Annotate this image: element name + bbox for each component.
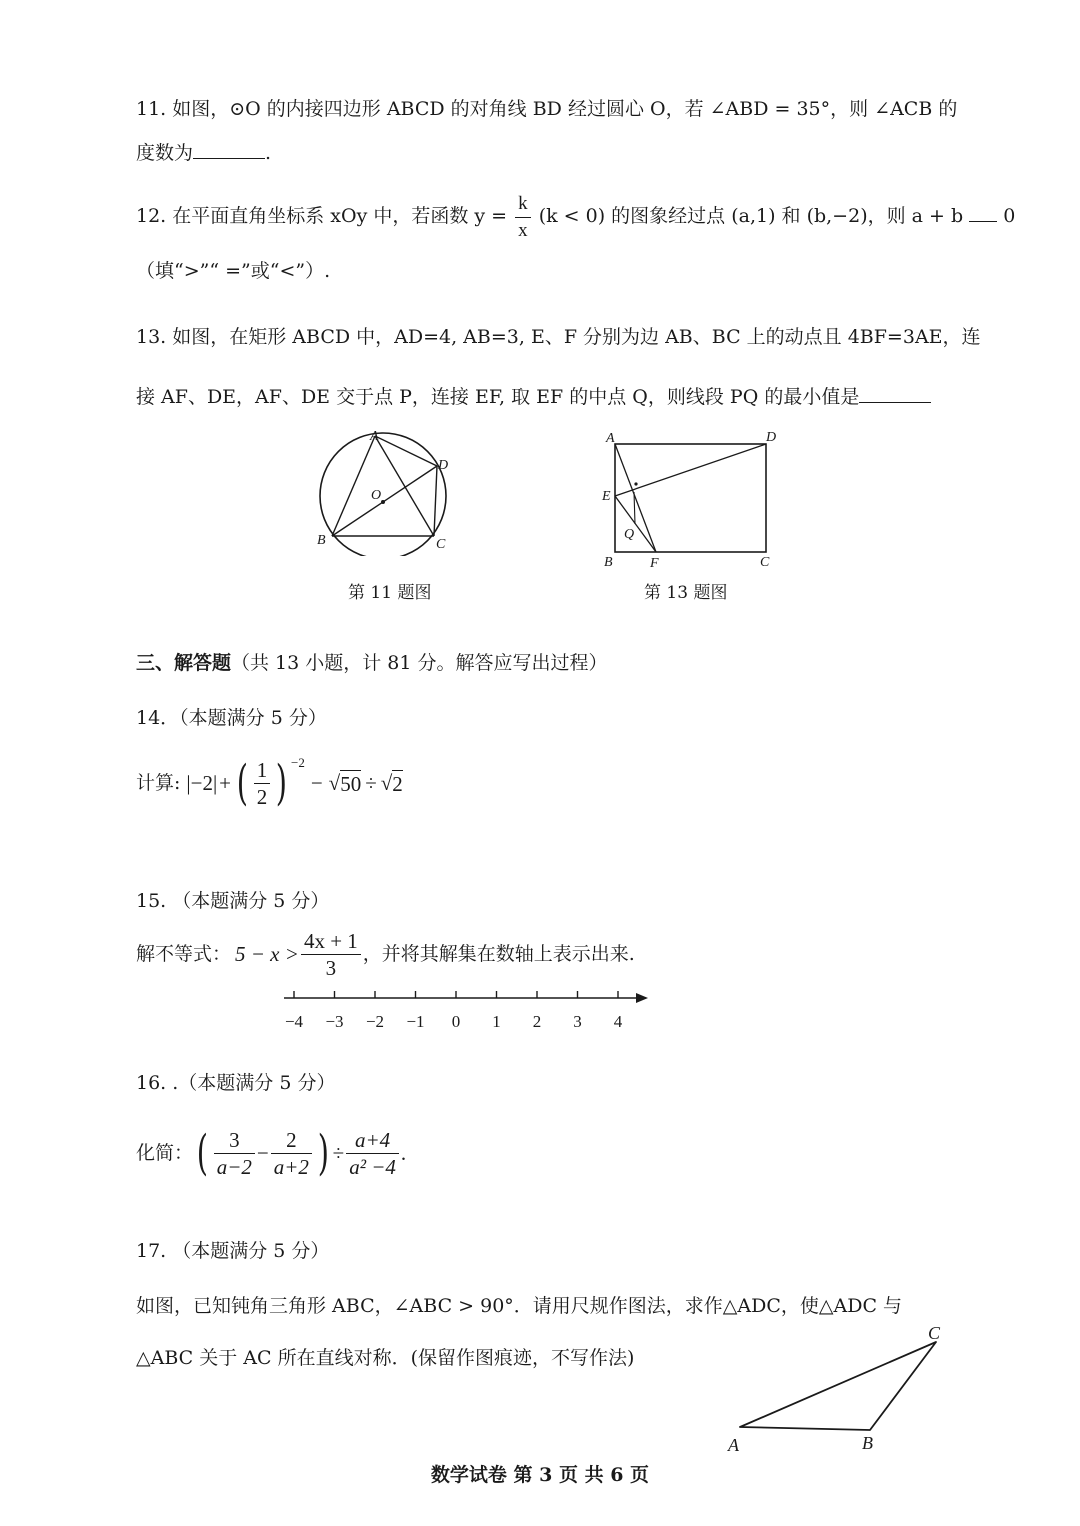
q14-label: 计算: <box>136 772 181 794</box>
q12-prefix: 12. 在平面直角坐标系 xOy 中，若函数 y = <box>136 205 508 227</box>
fig13-label-a: A <box>606 431 615 446</box>
number-line <box>270 985 660 1033</box>
q12-tail: 0 <box>1003 205 1016 227</box>
q17-line1: 如图，已知钝角三角形 ABC，∠ABC > 90°．请用尺规作图法，求作△ADC，使△ADC 与 <box>136 1295 903 1317</box>
center-o-dot <box>381 500 385 504</box>
q14-sqrt-symbol-2: √ <box>380 771 393 795</box>
q13-line2-text: 接 AF、DE，AF、DE 交于点 P，连接 EF, 取 EF 的中点 Q，则线段 PQ 的最小值是 <box>136 386 860 408</box>
q11-answer-blank[interactable] <box>193 140 265 159</box>
section3-note: （共 13 小题，计 81 分。解答应写出过程） <box>231 652 608 674</box>
fig13-caption: 第 13 题图 <box>644 583 728 603</box>
segment-de <box>615 444 766 496</box>
number-line-tick-label: 2 <box>532 1012 542 1031</box>
q16-fraction-2 <box>271 1127 312 1180</box>
q17-line2: △ABC 关于 AC 所在直线对称．(保留作图痕迹，不写作法) <box>136 1347 635 1369</box>
q12-line1 <box>136 190 1015 244</box>
q16-end: . <box>400 1141 407 1165</box>
q16-f3-num: a+4 <box>346 1127 399 1154</box>
q14-plus: + <box>219 771 232 795</box>
number-line-tick-label: −4 <box>284 1012 304 1031</box>
q14-sqrt-50: 50 <box>340 771 362 796</box>
q16-f1-den: a−2 <box>216 1154 252 1179</box>
fig13-label-b: B <box>604 555 613 570</box>
q14-frac-den: 2 <box>256 784 268 809</box>
page-footer: 数学试卷 第 3 页 共 6 页 <box>430 1464 650 1486</box>
q15-frac-den: 3 <box>325 955 337 980</box>
q16-div: ÷ <box>332 1141 345 1165</box>
number-line-tick-label: 3 <box>573 1012 582 1031</box>
fig13-label-e: E <box>602 489 611 504</box>
fig11-label-c: C <box>436 537 446 552</box>
q12-frac-num: k <box>515 191 531 218</box>
fig11-label-a: A <box>370 429 379 444</box>
q16-rparen: ) <box>317 1125 329 1181</box>
q16-lparen: ( <box>196 1125 209 1181</box>
number-line-tick-label: −2 <box>365 1012 385 1031</box>
q16-f1-num: 3 <box>214 1127 255 1154</box>
q14-fraction <box>254 757 271 810</box>
q16-minus: − <box>256 1141 269 1165</box>
number-line-tick-label: 4 <box>613 1012 623 1031</box>
fig13-label-f: F <box>650 556 659 571</box>
q14-sqrt-2: 2 <box>392 771 403 796</box>
segment-ef <box>615 496 656 552</box>
q15-header: 15. （本题满分 5 分） <box>136 890 330 912</box>
rectangle-abcd <box>615 444 766 552</box>
triangle-abc <box>740 1342 936 1430</box>
point-p <box>634 482 637 485</box>
q13-line2 <box>136 384 931 410</box>
q11-line1: 11. 如图，⊙O 的内接四边形 ABCD 的对角线 BD 经过圆心 O，若 ∠ABD = 35°，则 ∠ACB 的 <box>136 98 958 120</box>
fig13-label-c: C <box>760 555 770 570</box>
q12-fraction <box>515 191 531 244</box>
q17-label-a: A <box>728 1435 739 1455</box>
figure-13 <box>598 426 788 574</box>
q15-suffix: ，并将其解集在数轴上表示出来. <box>362 943 635 965</box>
q16-f2-num: 2 <box>271 1127 312 1154</box>
segment-cd <box>434 466 437 536</box>
q16-fraction-3 <box>346 1127 399 1180</box>
q14-frac-num: 1 <box>254 757 271 784</box>
q15-label: 解不等式： <box>136 943 232 965</box>
q14-expression <box>136 748 403 818</box>
q17-header: 17. （本题满分 5 分） <box>136 1240 330 1262</box>
fig13-label-d: D <box>766 430 777 445</box>
q17-label-b: B <box>862 1433 873 1453</box>
fig11-label-b: B <box>317 533 326 548</box>
figure-17-triangle <box>720 1320 960 1460</box>
q13-answer-blank[interactable] <box>859 384 931 403</box>
fig11-label-d: D <box>438 458 449 473</box>
number-line-arrow <box>636 993 648 1003</box>
segment-af <box>615 444 656 552</box>
q12-answer-blank[interactable] <box>969 203 997 222</box>
number-line-tick-label: 1 <box>492 1012 501 1031</box>
q13-line1: 13. 如图，在矩形 ABCD 中，AD=4, AB=3, E、F 分别为边 AB、BC 上的动点且 4BF=3AE，连 <box>136 326 981 348</box>
q16-label: 化简： <box>136 1142 194 1164</box>
q14-sqrt-symbol-1: √ <box>328 771 341 795</box>
q12-line2: （填“>”“ =”或“<”）. <box>136 260 331 282</box>
section3-title: 三、解答题 <box>136 652 232 674</box>
q15-expression <box>136 926 635 982</box>
q16-expression <box>136 1118 406 1188</box>
q14-minus: − <box>310 771 323 795</box>
q16-fraction-1 <box>214 1127 255 1180</box>
fig11-label-o: O <box>371 488 382 503</box>
fig13-label-q: Q <box>624 527 635 542</box>
number-line-tick-label: 0 <box>451 1012 461 1031</box>
q15-lhs: 5 − x > <box>235 942 299 966</box>
q14-lparen: ( <box>236 755 249 811</box>
q16-f3-den: a² −4 <box>349 1154 396 1179</box>
q15-fraction <box>301 928 361 981</box>
q16-header: 16. .（本题满分 5 分） <box>136 1072 336 1094</box>
q11-line2: 度数为 . <box>136 142 272 164</box>
q14-rparen: ) <box>275 755 288 811</box>
q14-header: 14．（本题满分 5 分） <box>136 707 327 729</box>
q17-label-c: C <box>928 1323 941 1343</box>
q15-frac-num: 4x + 1 <box>301 928 361 955</box>
q11-line2-text: 度数为 <box>136 142 194 164</box>
section3-heading <box>136 650 608 676</box>
q14-exponent: −2 <box>290 755 305 770</box>
number-line-tick-label: −3 <box>325 1012 344 1031</box>
q12-suffix: (k < 0) 的图象经过点 (a,1) 和 (b,−2)，则 a + b <box>538 205 964 227</box>
q14-div: ÷ <box>365 771 377 795</box>
q14-abs: |−2| <box>186 771 218 795</box>
circle-o <box>320 433 449 556</box>
fig11-caption: 第 11 题图 <box>348 583 432 603</box>
q16-f2-den: a+2 <box>273 1154 309 1179</box>
figure-11 <box>308 426 458 556</box>
number-line-tick-label: −1 <box>406 1012 425 1031</box>
q12-frac-den: x <box>518 219 528 241</box>
